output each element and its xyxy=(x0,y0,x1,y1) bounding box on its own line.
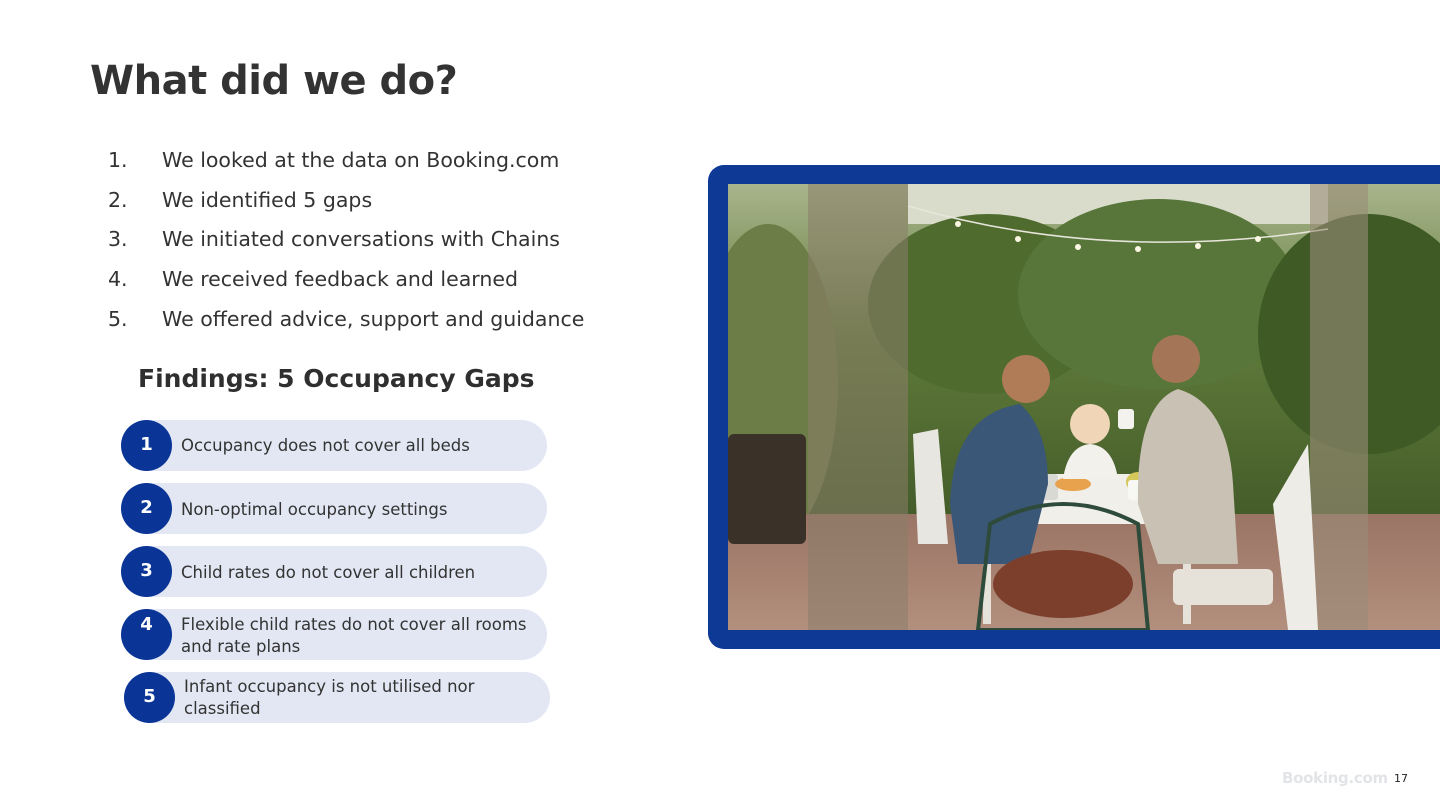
slide-title: What did we do? xyxy=(90,58,458,104)
gap-number-badge xyxy=(121,420,172,471)
booking-logo: Booking.com xyxy=(1282,769,1388,787)
list-item xyxy=(108,140,584,180)
list-item xyxy=(108,259,584,299)
gap-number: 4 xyxy=(140,614,153,635)
gap-number-badge xyxy=(121,609,172,660)
step-number: 5. xyxy=(108,306,128,331)
gap-text: Occupancy does not cover all beds xyxy=(181,436,470,455)
gap-number: 2 xyxy=(140,497,153,518)
gap-number: 5 xyxy=(143,686,156,707)
gap-number-badge xyxy=(124,672,175,723)
gap-number: 3 xyxy=(140,559,153,581)
gap-pill xyxy=(121,420,547,471)
gap-text: Non-optimal occupancy settings xyxy=(181,500,448,519)
step-text: We identified 5 gaps xyxy=(162,187,373,212)
gap-pill xyxy=(121,483,547,534)
step-number: 2. xyxy=(108,187,128,212)
list-item xyxy=(108,299,584,339)
gap-text: Infant occupancy is not utilised nor classified xyxy=(184,677,475,718)
step-text: We initiated conversations with Chains xyxy=(162,227,560,252)
gap-pill xyxy=(121,609,547,660)
photo-illustration xyxy=(728,184,1440,630)
steps-list xyxy=(108,140,584,339)
gap-number-badge xyxy=(121,483,172,534)
step-text: We looked at the data on Booking.com xyxy=(162,147,560,172)
step-text: We received feedback and learned xyxy=(162,267,518,292)
gap-text: Child rates do not cover all children xyxy=(181,563,476,582)
gap-number: 1 xyxy=(140,433,153,455)
list-item xyxy=(108,180,584,220)
step-number: 4. xyxy=(108,267,128,292)
findings-heading: Findings: 5 Occupancy Gaps xyxy=(138,364,535,393)
gap-pill xyxy=(121,546,547,597)
gap-pill xyxy=(124,672,550,723)
gap-text: Flexible child rates do not cover all rooms and rate plans xyxy=(181,615,527,656)
step-number: 3. xyxy=(108,227,128,252)
step-number: 1. xyxy=(108,147,128,172)
family-breakfast-photo xyxy=(728,184,1440,630)
photo-frame xyxy=(708,165,1440,649)
step-text: We offered advice, support and guidance xyxy=(162,306,585,331)
gap-number-badge xyxy=(121,546,172,597)
list-item xyxy=(108,220,584,260)
page-number: 17 xyxy=(1394,772,1408,785)
